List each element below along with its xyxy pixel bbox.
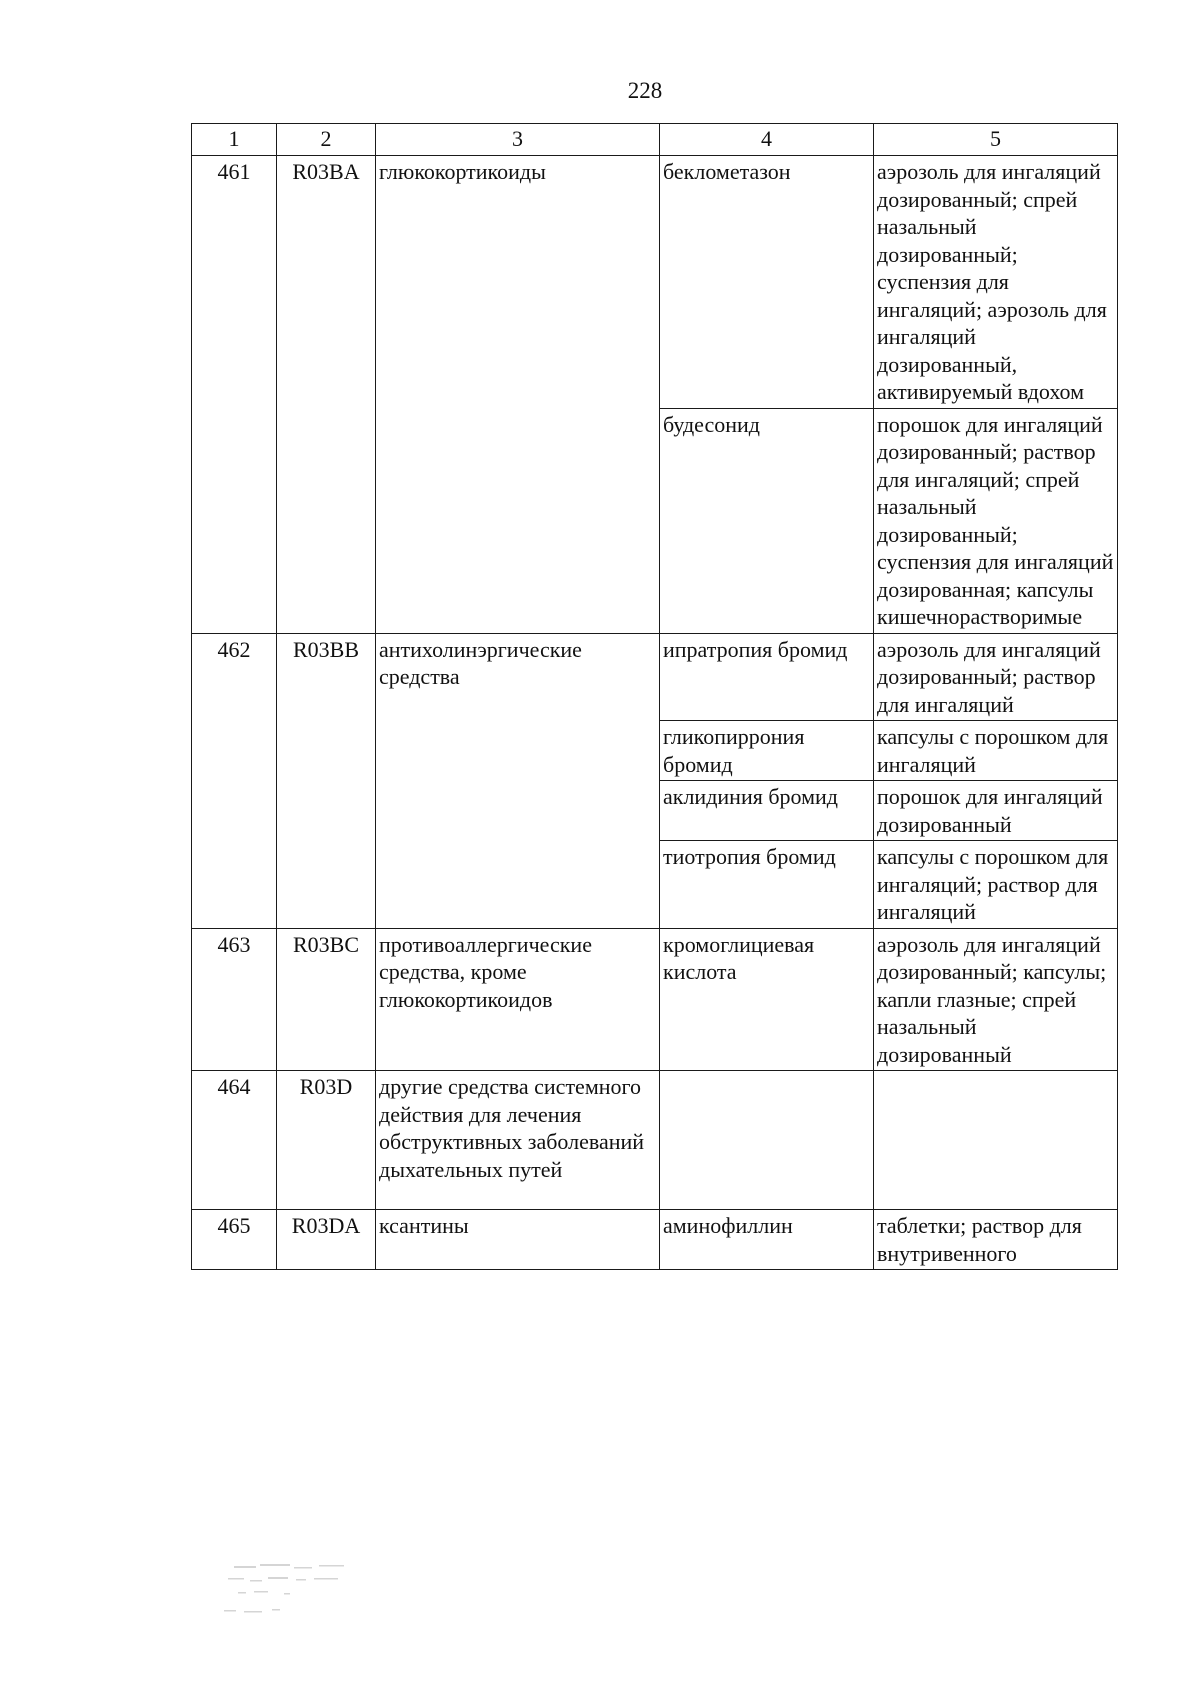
row-number: 461 [192, 156, 277, 634]
row-number: 465 [192, 1210, 277, 1270]
dosage-forms: порошок для ингаляций дозированный [874, 781, 1118, 841]
table-header [192, 124, 1118, 156]
dosage-forms: порошок для ингаляций дозированный; раствор для ингаляций; спрей назальный дозированный; суспензия для ингаляций дозированная; капсулы кишечнорастворимые [874, 408, 1118, 633]
pharmacological-group: антихолинэргические средства [376, 633, 660, 928]
table-row [192, 1210, 1118, 1270]
pharmacological-group: другие средства системного действия для лечения обструктивных заболеваний дыхательных путей [376, 1071, 660, 1210]
drug-name: аклидиния бромид [660, 781, 874, 841]
drug-name: тиотропия бромид [660, 841, 874, 929]
atc-code: R03BB [277, 633, 376, 928]
dosage-forms [874, 1071, 1118, 1210]
atc-code: R03BA [277, 156, 376, 634]
drug-name [660, 1071, 874, 1210]
atc-code: R03BC [277, 928, 376, 1071]
dosage-forms: таблетки; раствор для внутривенного [874, 1210, 1118, 1270]
header-col-3: 3 [376, 124, 660, 156]
table-row [192, 1071, 1118, 1210]
table-row [192, 156, 1118, 409]
page-number: 228 [627, 78, 663, 103]
drug-name: будесонид [660, 408, 874, 633]
row-number: 463 [192, 928, 277, 1071]
row-number: 462 [192, 633, 277, 928]
dosage-forms: аэрозоль для ингаляций дозированный; раствор для ингаляций [874, 633, 1118, 721]
header-col-1: 1 [192, 124, 277, 156]
table-row [192, 928, 1118, 1071]
scan-artifact [224, 1558, 374, 1618]
drug-name: аминофиллин [660, 1210, 874, 1270]
table-row [192, 633, 1118, 721]
atc-code: R03D [277, 1071, 376, 1210]
header-col-4: 4 [660, 124, 874, 156]
drug-name: гликопиррония бромид [660, 721, 874, 781]
drug-name: ипратропия бромид [660, 633, 874, 721]
drug-name: кромоглициевая кислота [660, 928, 874, 1071]
pharmacological-group: глюкокортикоиды [376, 156, 660, 634]
pharmacological-group: ксантины [376, 1210, 660, 1270]
drug-name: беклометазон [660, 156, 874, 409]
atc-code: R03DA [277, 1210, 376, 1270]
dosage-forms: аэрозоль для ингаляций дозированный; капсулы; капли глазные; спрей назальный дозированный [874, 928, 1118, 1071]
header-col-5: 5 [874, 124, 1118, 156]
dosage-forms: капсулы с порошком для ингаляций; раствор для ингаляций [874, 841, 1118, 929]
pharmacological-group: противоаллергические средства, кроме глюкокортикоидов [376, 928, 660, 1071]
drug-table [191, 123, 1118, 1270]
table-body [192, 156, 1118, 1270]
row-number: 464 [192, 1071, 277, 1210]
dosage-forms: капсулы с порошком для ингаляций [874, 721, 1118, 781]
header-col-2: 2 [277, 124, 376, 156]
header-row [192, 124, 1118, 156]
dosage-forms: аэрозоль для ингаляций дозированный; спрей назальный дозированный; суспензия для ингаляций; аэрозоль для ингаляций дозированный, активируемый вдохом [874, 156, 1118, 409]
